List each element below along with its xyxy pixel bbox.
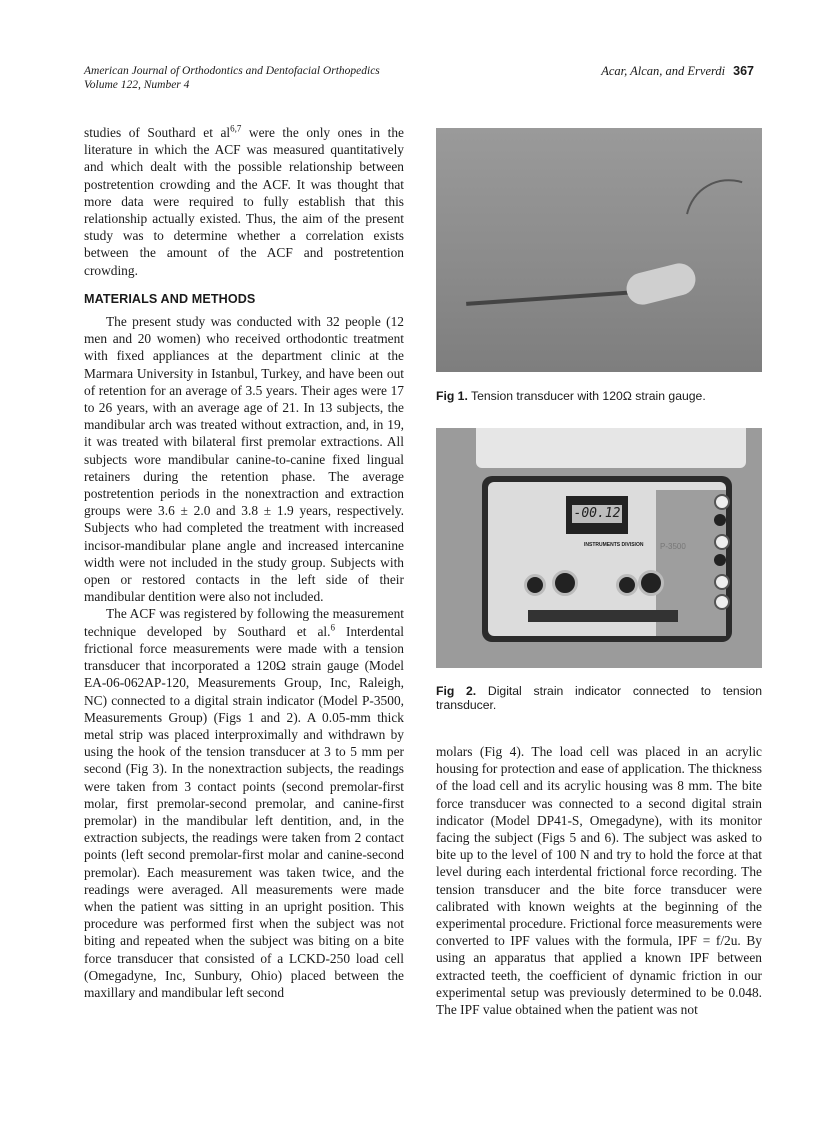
binding-post-icon bbox=[714, 594, 730, 610]
caption-text: Digital strain indicator connected to tension transducer. bbox=[436, 684, 762, 712]
text: Interdental frictional force measurements were made with a tension transducer that incorporated a 120Ω strain gauge (Model EA-06-062AP-120, Measurements Group, Inc, Raleigh, NC) connected to a digital strain indicator (Model P-3500, Measurements Group) (Figs 1 and 2). A 0.05-mm thick metal strip was placed interproximally and withdrawn by using the hook of the tension transducer at 3 to 5 mm per second (Fig 3). In the nonextraction subjects, the readings were taken from 3 contact points (second premolar-first molar, first premolar-second premolar, and canine-first premolar) in the mandibular left dentition, and, in the extraction subjects, the readings were taken from 2 contact points (left second premolar-first molar and canine-second premolar). Each measurement was taken twice, and the readings were averaged. All measurements were made when the patient was sitting in an upright position. This procedure was performed first when the subject was not biting and repeated when the subject was biting on a bite force transducer that consisted of a LCKD-250 load cell (Omegadyne, Inc, Sunbury, Ohio) placed between the maxillary and mandibular left second bbox=[84, 623, 404, 1000]
paragraph bbox=[84, 124, 404, 279]
display-reading: -00.12 bbox=[573, 506, 621, 521]
figure-label: Fig 2. bbox=[436, 684, 477, 698]
text: were the only ones in the literature in which the ACF was measured quantitatively and which dealt with the possible relationship between postretention crowding and the ACF. It was thought that more data were required to fully establish that this relationship actually existed. Thus, the aim of the present study was to determine whether a correlation exists between the amount of the ACF and postretention crowding. bbox=[84, 125, 405, 278]
binding-post-icon bbox=[714, 554, 726, 566]
binding-post-icon bbox=[714, 494, 730, 510]
switch-row bbox=[528, 610, 678, 622]
left-column bbox=[84, 124, 404, 1001]
paragraph: molars (Fig 4). The load cell was placed in an acrylic housing for protection and ease of application. The thickness of the load cell and its acrylic housing was 8 mm. The bite force transducer was connected to a second digital strain indicator (Model DP41-S, Omegadyne), with its monitor facing the subject (Figs 5 and 6). The subject was asked to bite up to the level of 100 N and try to hold the force at that level during each interdental frictional force recording. The tension transducer and the bite force transducer were calibrated with known weights at the beginning of the experimental procedure. Frictional force measurements were converted to IPF values with the formula, IPF = f/2u. By using an apparatus that applied a known IPF between extracted teeth, the coefficient of dynamic friction in our experimental setup was previously determined to be 0.048. The IPF value obtained when the patient was not bbox=[436, 744, 762, 1018]
text: The ACF was registered by following the measurement technique developed by Southard et al. bbox=[84, 606, 404, 639]
running-header-authors bbox=[601, 64, 754, 79]
caption-text: Tension transducer with 120Ω strain gauge. bbox=[467, 389, 706, 403]
binding-post-icon bbox=[714, 534, 730, 550]
figure-1-photo bbox=[436, 128, 762, 372]
citation: 6 bbox=[330, 622, 335, 633]
paragraph: The present study was conducted with 32 people (12 men and 20 women) who received orthodontic treatment with fixed appliances at the department clinic at the Marmara University in Istanbul, Turkey, and have been out of retention for an average of 3.5 years. Their ages were 17 to 26 years, with an average age of 21. In 13 subjects, the mandibular arch was treated without extraction, and, in 19, it was treated with bilateral first premolar extractions. All subjects wore mandibular canine-to-canine fixed lingual retainers during the retention phase. The average postretention periods in the nonextraction and extraction groups were 3.6 ± 2.0 and 3.8 ± 1.9 years, respectively. Subjects who had completed the treatment with increased incisor-mandibular plane angle and increased intercanine width were not included in the study group. Subjects with open or restored contacts in the left side of their mandibular dentition were also not included. bbox=[84, 314, 404, 605]
page-number: 367 bbox=[733, 64, 754, 78]
binding-post-icon bbox=[714, 574, 730, 590]
knob-icon bbox=[552, 570, 578, 596]
transducer-handle bbox=[623, 260, 699, 308]
running-header-journal bbox=[84, 64, 380, 92]
figure-2-photo bbox=[436, 428, 762, 668]
device-brand: INSTRUMENTS DIVISION bbox=[584, 542, 644, 548]
section-heading: MATERIALS AND METHODS bbox=[84, 291, 256, 306]
binding-post-icon bbox=[714, 514, 726, 526]
knob-icon bbox=[524, 574, 546, 596]
strain-indicator-device bbox=[482, 476, 732, 642]
paragraph bbox=[84, 605, 404, 1001]
journal-volume: Volume 122, Number 4 bbox=[84, 79, 190, 91]
knob-icon bbox=[616, 574, 638, 596]
device-panel bbox=[488, 482, 726, 636]
figure-2-caption bbox=[436, 684, 762, 712]
journal-title: American Journal of Orthodontics and Dentofacial Orthopedics bbox=[84, 65, 380, 77]
authors: Acar, Alcan, and Erverdi bbox=[601, 64, 726, 78]
right-column bbox=[436, 743, 762, 1018]
figure-1-caption bbox=[436, 389, 762, 403]
device-model: P-3500 bbox=[660, 542, 686, 551]
figure-label: Fig 1. bbox=[436, 389, 468, 403]
device-lid bbox=[476, 428, 746, 468]
lcd-display bbox=[566, 496, 628, 534]
citation: 6,7 bbox=[230, 123, 242, 134]
text: studies of Southard et al bbox=[84, 125, 231, 140]
knob-icon bbox=[638, 570, 664, 596]
transducer-hook bbox=[466, 290, 636, 306]
